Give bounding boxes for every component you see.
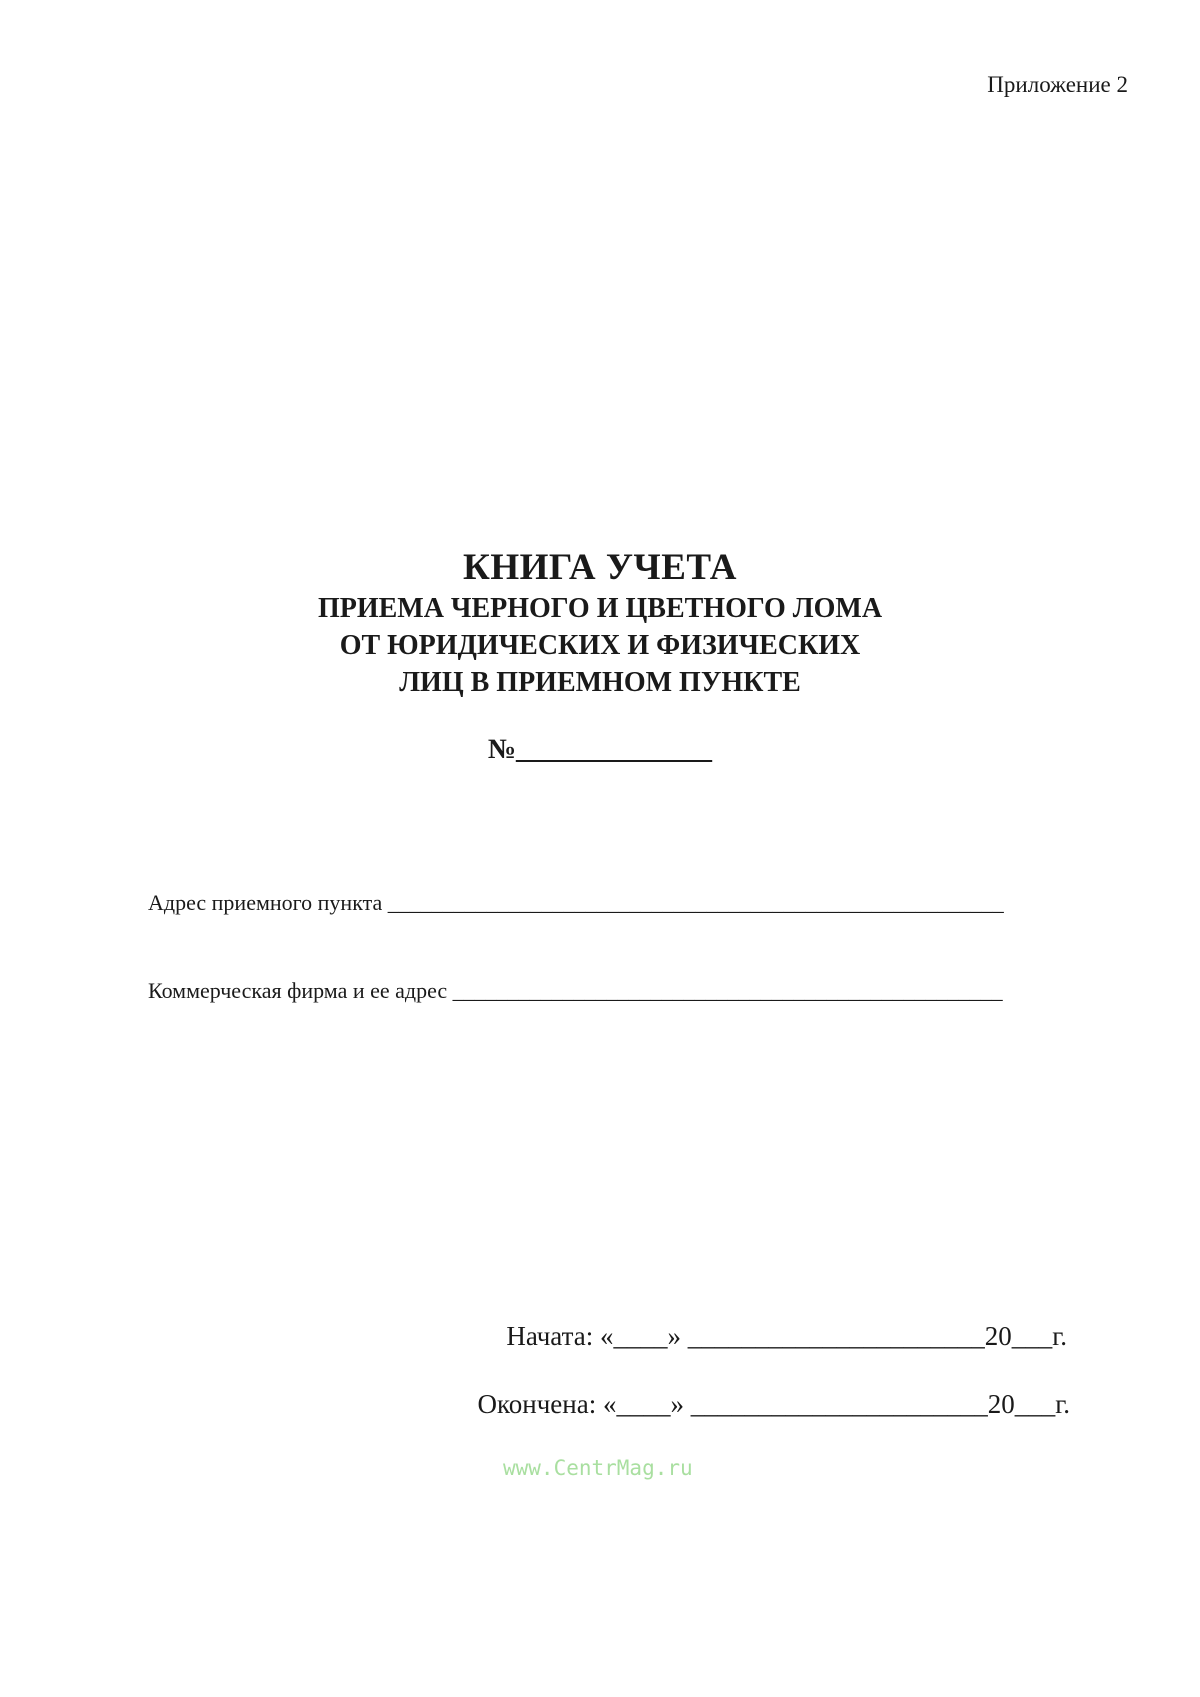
subtitle-line-2: ОТ ЮРИДИЧЕСКИХ И ФИЗИЧЕСКИХ bbox=[339, 630, 861, 661]
date-started-field: Начата: «____» ______________________20___г. bbox=[506, 1321, 1067, 1351]
firm-field: Коммерческая фирма и ее адрес __________________________________________________ bbox=[148, 978, 1003, 1003]
address-field: Адрес приемного пункта ________________________________________________________ bbox=[148, 890, 1004, 915]
subtitle-line-1: ПРИЕМА ЧЕРНОГО И ЦВЕТНОГО ЛОМА bbox=[317, 593, 883, 624]
appendix-label: Приложение 2 bbox=[987, 72, 1128, 97]
subtitle-line-3: ЛИЦ В ПРИЕМНОМ ПУНКТЕ bbox=[399, 667, 801, 698]
date-ended-field: Окончена: «____» ______________________20___г. bbox=[477, 1389, 1070, 1419]
watermark: www.CentrMag.ru bbox=[503, 1456, 693, 1480]
title-block bbox=[0, 546, 1200, 701]
book-title: КНИГА УЧЕТА bbox=[463, 547, 737, 588]
book-number-field: №______________ bbox=[487, 734, 713, 765]
